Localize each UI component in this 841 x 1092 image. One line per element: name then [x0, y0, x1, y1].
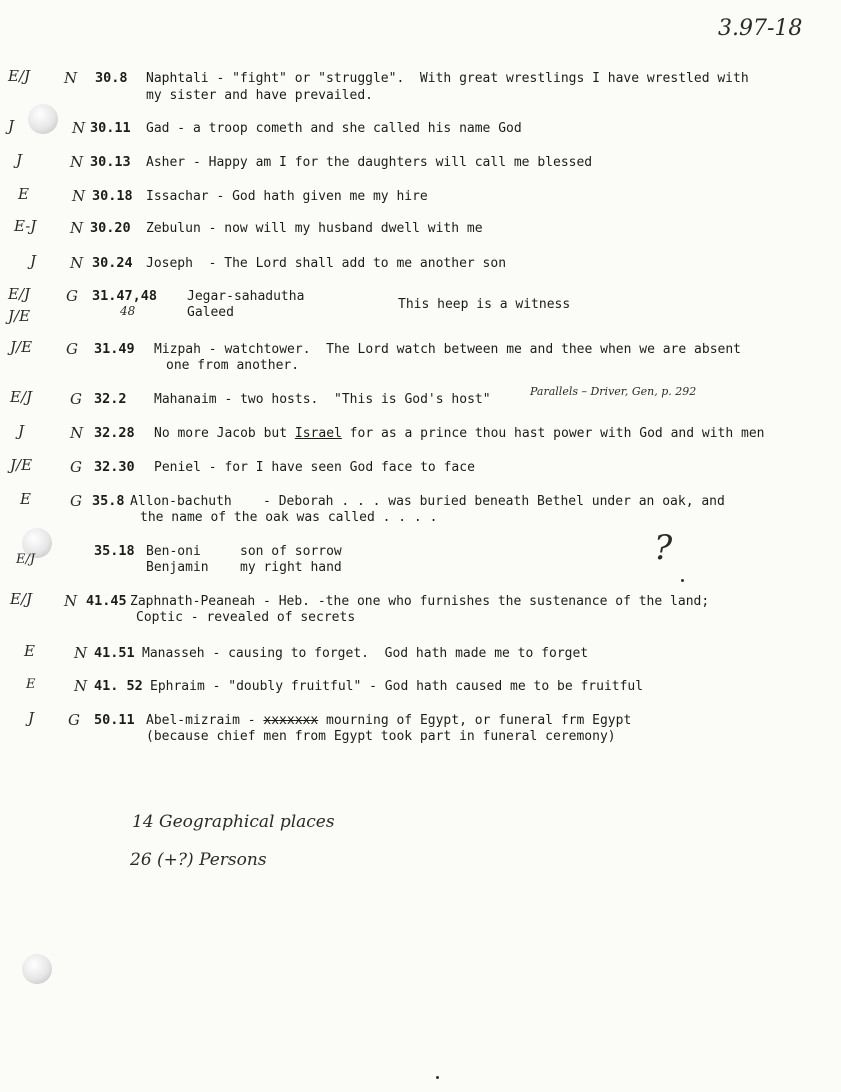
- meaning: son of sorrow: [240, 544, 342, 559]
- verse-ref: 30.24: [92, 255, 133, 271]
- verse-ref-secondary: 48: [120, 304, 136, 318]
- text-pre: No more Jacob but: [154, 426, 295, 441]
- source-tag: E/J: [8, 67, 31, 85]
- place-name: Galeed: [187, 305, 234, 320]
- entry-line: Mizpah - watchtower. The Lord watch between me and thee when we are absent: [154, 342, 741, 357]
- source-tag: J/E: [8, 307, 31, 325]
- entry-line: one from another.: [166, 358, 300, 373]
- entry-line: (because chief men from Egypt took part in funeral ceremony): [146, 729, 616, 744]
- summary-geographical: 14 Geographical places: [132, 812, 335, 832]
- verse-ref: 30.13: [90, 154, 131, 170]
- type-tag: G: [70, 458, 82, 476]
- ink-dot: [681, 579, 684, 582]
- source-tag: E-J: [14, 217, 37, 235]
- source-tag: E/J: [8, 285, 31, 303]
- text-pre: Abel-mizraim -: [146, 713, 264, 728]
- entry-line: [154, 426, 765, 442]
- type-tag: N: [72, 187, 86, 205]
- verse-ref: 32.2: [94, 391, 127, 407]
- question-mark: ?: [654, 528, 673, 568]
- entry-line: Ephraim - "doubly fruitful" - God hath caused me to be fruitful: [150, 679, 644, 694]
- type-tag: N: [70, 254, 84, 272]
- summary-persons: 26 (+?) Persons: [130, 850, 267, 870]
- entry-line: Zaphnath-Peaneah - Heb. -the one who furnishes the sustenance of the land;: [130, 594, 710, 609]
- type-tag: G: [70, 492, 82, 510]
- entry-line: my sister and have prevailed.: [146, 88, 373, 103]
- verse-ref: 30.20: [90, 220, 131, 236]
- place-name: Jegar-sahadutha: [187, 289, 305, 304]
- verse-ref: 32.30: [94, 459, 135, 475]
- meaning: my right hand: [240, 560, 342, 575]
- punch-hole-bottom: [22, 954, 52, 984]
- entry-line: [146, 713, 631, 729]
- entry-line: Coptic - revealed of secrets: [136, 610, 356, 625]
- type-tag: G: [70, 390, 82, 408]
- entry-line: Manasseh - causing to forget. God hath made me to forget: [142, 646, 589, 661]
- type-tag: N: [64, 592, 78, 610]
- meaning: This heep is a witness: [398, 297, 571, 312]
- handwritten-note: Parallels – Driver, Gen, p. 292: [530, 385, 697, 398]
- verse-ref: 32.28: [94, 425, 135, 441]
- type-tag: N: [72, 119, 86, 137]
- verse-ref: 41. 52: [94, 678, 143, 694]
- source-tag: J: [8, 117, 15, 135]
- source-tag: E/J: [16, 552, 36, 567]
- verse-ref: 41.51: [94, 645, 135, 661]
- verse-ref: 50.11: [94, 712, 135, 728]
- source-tag: J/E: [10, 338, 33, 356]
- verse-ref: 35.18: [94, 543, 135, 559]
- source-tag: J: [30, 252, 37, 270]
- entry-line: Issachar - God hath given me my hire: [146, 189, 428, 204]
- entry-line: Allon-bachuth - Deborah . . . was buried beneath Bethel under an oak, and: [130, 494, 725, 509]
- verse-ref: 30.8: [95, 70, 128, 86]
- page-id: 3.97-18: [718, 16, 803, 41]
- type-tag: N: [74, 644, 88, 662]
- ink-dot: [436, 1076, 439, 1079]
- type-tag: G: [66, 287, 78, 305]
- type-tag: N: [64, 69, 78, 87]
- type-tag: N: [70, 424, 84, 442]
- verse-ref: 35.8: [92, 493, 125, 509]
- verse-ref: 41.45: [86, 593, 127, 609]
- type-tag: N: [70, 153, 84, 171]
- entry-line: Zebulun - now will my husband dwell with me: [146, 221, 483, 236]
- struck-text: xxxxxxx: [263, 713, 319, 728]
- verse-ref: 30.11: [90, 120, 131, 136]
- text-post: for as a prince thou hast power with God and with men: [341, 426, 765, 441]
- verse-ref: 30.18: [92, 188, 133, 204]
- entry-line: the name of the oak was called . . . .: [140, 510, 438, 525]
- verse-ref: 31.49: [94, 341, 135, 357]
- verse-ref: 31.47,48: [92, 288, 158, 304]
- source-tag: J/E: [10, 456, 33, 474]
- source-tag: J: [18, 422, 25, 440]
- source-tag: E: [18, 185, 29, 203]
- type-tag: N: [70, 219, 84, 237]
- entry-line: Joseph - The Lord shall add to me another son: [146, 256, 507, 271]
- person-name: Ben-oni: [146, 544, 201, 559]
- entry-line: Naphtali - "fight" or "struggle". With great wrestlings I have wrestled with: [146, 71, 749, 86]
- source-tag: E: [20, 490, 31, 508]
- source-tag: J: [28, 709, 35, 727]
- source-tag: J: [16, 151, 23, 169]
- type-tag: N: [74, 677, 88, 695]
- source-tag: E: [26, 677, 36, 692]
- source-tag: E: [24, 642, 35, 660]
- text-post: mourning of Egypt, or funeral frm Egypt: [318, 713, 632, 728]
- entry-line: Gad - a troop cometh and she called his name God: [146, 121, 522, 136]
- entry-line: Asher - Happy am I for the daughters will call me blessed: [146, 155, 593, 170]
- type-tag: G: [66, 340, 78, 358]
- entry-line: Peniel - for I have seen God face to face: [154, 460, 475, 475]
- type-tag: G: [68, 711, 80, 729]
- source-tag: E/J: [10, 590, 33, 608]
- person-name: Benjamin: [146, 560, 209, 575]
- underlined-word: Israel: [294, 426, 342, 441]
- entry-line: Mahanaim - two hosts. "This is God's host": [154, 392, 491, 407]
- source-tag: E/J: [10, 388, 33, 406]
